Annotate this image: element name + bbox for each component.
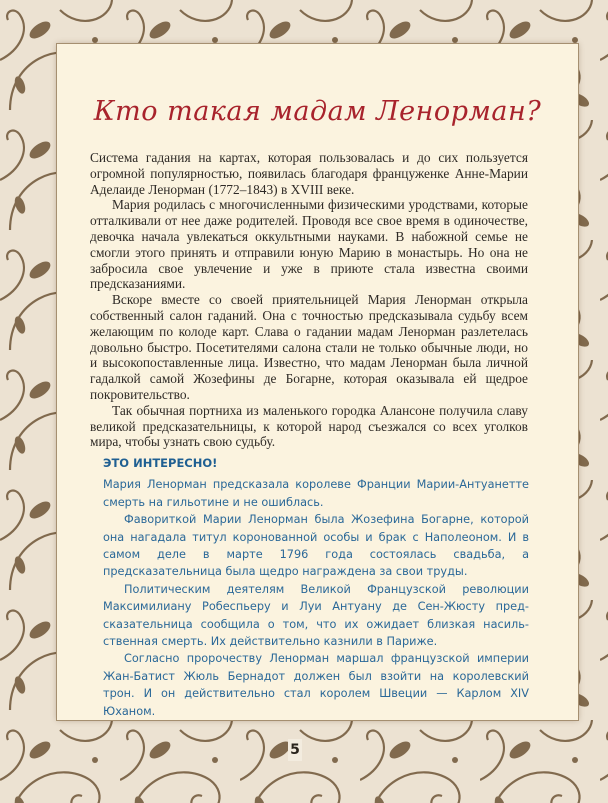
paragraph: Так обычная портниха из маленького городка Алансоне получила славу великой предсказательницы, к которой народ съезжался со всех уголков мира, чтобы узнать свою судьбу. (90, 402, 528, 450)
fact-paragraph: Согласно пророчеству Ленорман маршал французской империи Жан-Батист Жюль Бернадот должен был взойти на королевский трон. И он действительно стал королем Швеции — Карлом XIV Юханом. (103, 652, 529, 718)
page-title: Кто такая мадам Ленорман? (93, 96, 542, 127)
paragraph: Мария родилась с многочисленными физическими уродствами, которые отталкивали от нее даже родителей. Проводя все свое время в одиночестве, девочка начала увлекаться оккультными науками. В набожной семье не смогли этого принять и отправили юную Марию в монастырь. Но она не забросила свое увлечение и уже в приюте стала известна своими предсказаниями. (90, 197, 528, 292)
fact-paragraph: Политическим деятелям Великой Французской революции Максимилиану Робеспьеру и Луи Антуану де Сен-Жюсту предсказательница сообщила о том, что их ожидает близкая насильственная смерть. Их действительно казнили в Париже. (103, 582, 529, 649)
fact-paragraph: Мария Ленорман предсказала королеве Франции Марии-Антуанетте смерть на гильотине и не ошиблась. (103, 478, 529, 509)
facts-heading: ЭТО ИНТЕРЕСНО! (103, 456, 218, 470)
content-panel (57, 44, 578, 720)
interesting-facts-box (103, 455, 529, 720)
paragraph: Вскоре вместе со своей приятельницей Мария Ленорман открыла собственный салон гаданий. Она с точностью предсказывала судьбу всем желающим по колоде карт. Слава о гадании мадам Ленорман разлетелась довольно быстро. Посетителями салона стали не только обычные люди, но и высокопоставленные лица. Известно, что мадам Ленорман была личной гадалкой самой Жозефины де Богарне, которая оказывала ей щедрое покровительство. (90, 292, 528, 402)
fact-paragraph: Фавориткой Марии Ленорман была Жозефина Богарне, которой она нагадала титул коронованной особы и брак с Наполеоном. И в самом деле в марте 1796 года состоялась свадьба, а предсказательница была щедро награждена за свои труды. (103, 513, 529, 579)
paragraph: Система гадания на картах, которая пользовалась и до сих пользуется огромной популярностью, появилась благодаря француженке Анне-Марии Аделаиде Ленорман (1772–1843) в XVIII веке. (90, 150, 528, 197)
page-number: 5 (288, 739, 302, 761)
main-text (90, 150, 528, 450)
